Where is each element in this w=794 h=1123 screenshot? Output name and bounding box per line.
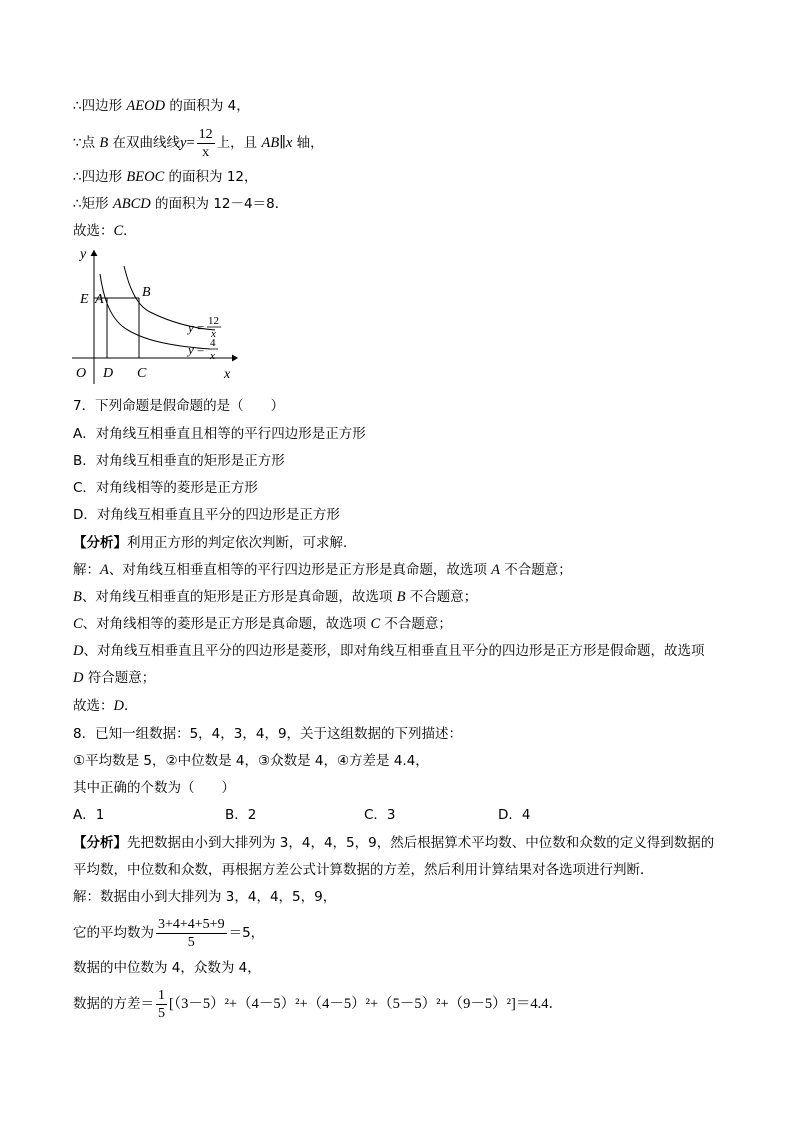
solution-line-4 [73, 194, 288, 214]
q7-option-b: B．对角线互相垂直的矩形是正方形 [73, 453, 285, 469]
label-B: B [142, 285, 151, 300]
label-x: x [224, 367, 231, 382]
math-var: C [73, 616, 83, 632]
analysis-tag: 【分析】 [73, 835, 127, 851]
text: ＝5， [228, 925, 265, 941]
fraction-numerator: 1 [158, 987, 165, 1003]
curve-y-4-over-x [100, 274, 210, 349]
variance-fraction [156, 987, 167, 1022]
math-var: B [396, 589, 406, 605]
q7-analysis [73, 533, 357, 553]
text: ． [123, 698, 138, 714]
text: ∴四边形 [73, 169, 127, 185]
text: 轴， [292, 135, 324, 151]
q7-option-c: C．对角线相等的菱形是正方形 [73, 480, 258, 496]
q7-solution-a [73, 560, 572, 580]
math-var: D [113, 698, 124, 714]
text: 不合题意； [380, 616, 452, 632]
text: 的面积为 12， [164, 169, 258, 185]
q8-median-mode: 数据的中位数为 4，众数为 4， [73, 960, 261, 976]
text: 在双曲线线 [108, 135, 181, 151]
math-var: ABCD [112, 196, 151, 212]
x-axis-arrow [232, 355, 238, 362]
analysis-tag: 【分析】 [73, 535, 127, 551]
curve2-label-den: x [210, 350, 215, 362]
fraction-numerator: 12 [198, 126, 213, 142]
fraction [197, 126, 215, 161]
curve2-label-y: y [188, 342, 194, 357]
q8-analysis-line-1 [73, 833, 714, 853]
fraction-numerator: 3+4+4+5+9 [158, 916, 225, 932]
math-var: x [285, 135, 293, 151]
label-A: A [95, 292, 104, 307]
text: 利用正方形的判定依次判断，可求解． [127, 535, 357, 551]
math-op: ∥ [279, 135, 286, 151]
text: ． [123, 223, 137, 239]
hyperbola-figure [70, 246, 240, 384]
text: 、对角线互相垂直且平分的四边形是菱形，即对角线互相垂直且平分的四边形是正方形是假命题，故选项 [83, 643, 705, 659]
label-y: y [80, 247, 87, 262]
math-var: D [73, 670, 84, 686]
text: 上，且 [216, 135, 262, 151]
q8-stem: 8．已知一组数据：5，4，3，4，9，关于这组数据的下列描述： [73, 726, 463, 742]
text: 它的平均数为 [73, 925, 154, 941]
curve1-label-eq: = [197, 320, 205, 335]
math-var: BEOC [126, 169, 165, 185]
mean-fraction [156, 916, 227, 951]
q8-option-c: C．3 [364, 807, 396, 823]
text: 、对角线互相垂直的矩形是正方形是真命题，故选项 [81, 589, 397, 605]
math-var: A [100, 562, 109, 578]
label-D: D [103, 366, 114, 381]
q8-analysis-line-2: 平均数，中位数和众数，再根据方差公式计算数据的方差，然后利用计算结果对各选项进行判断． [73, 862, 654, 878]
q8-ask: 其中正确的个数为（ ） [73, 780, 235, 796]
math-var: AEOD [126, 98, 166, 114]
curve1-label-num: 12 [208, 315, 219, 327]
math-var: B [99, 135, 109, 151]
text: 不合题意； [500, 562, 572, 578]
text: 故选： [73, 698, 114, 714]
solution-line-2 [73, 125, 324, 161]
q8-option-b: B．2 [225, 807, 257, 823]
q8-solution-sort: 解：数据由小到大排列为 3，4，4，5，9， [73, 889, 337, 905]
fraction-denominator: x [202, 144, 210, 160]
solution-line-3 [73, 167, 258, 187]
fraction-denominator: 5 [187, 934, 195, 950]
text: 数据的方差＝ [73, 996, 154, 1012]
math-var: y [180, 135, 187, 151]
text: ∴矩形 [73, 196, 113, 212]
q7-solution-c [73, 614, 452, 634]
q7-option-d: D．对角线互相垂直且平分的四边形是正方形 [73, 507, 340, 523]
label-O: O [76, 366, 87, 381]
q7-solution-d [73, 641, 704, 661]
text: 符合题意； [83, 670, 156, 686]
text: 、对角线相等的菱形是正方形是真命题，故选项 [82, 616, 371, 632]
q8-option-a: A．1 [73, 807, 105, 823]
math-op: = [186, 135, 195, 151]
q8-mean [73, 914, 264, 952]
q7-stem: 7．下列命题是假命题的是（ ） [73, 398, 285, 414]
q7-solution-b [73, 587, 477, 607]
math-var: C [113, 223, 124, 239]
curve1-label-y: y [188, 320, 194, 335]
label-E: E [80, 292, 89, 307]
y-axis-arrow [91, 250, 98, 256]
math-var: AB [261, 135, 280, 151]
text: 故选： [73, 223, 114, 239]
q7-option-a: A．对角线互相垂直且相等的平行四边形是正方形 [73, 426, 366, 442]
q8-option-d: D．4 [498, 807, 531, 823]
answer-line-6 [73, 221, 137, 241]
text: ∵点 [73, 135, 100, 151]
text: 的面积为 12－4＝8． [150, 196, 289, 212]
solution-line-1 [73, 96, 250, 116]
q8-items: ①平均数是 5，②中位数是 4，③众数是 4，④方差是 4.4， [73, 753, 429, 769]
q7-solution-d-cont [73, 668, 155, 688]
math-var: A [491, 562, 501, 578]
q8-variance [73, 985, 563, 1023]
label-C: C [137, 366, 147, 381]
math-var: C [370, 616, 381, 632]
math-var: D [73, 643, 84, 659]
curve1-label-den: x [211, 328, 216, 340]
text: 的面积为 4， [165, 98, 250, 114]
text: 、对角线互相垂直相等的平行四边形是正方形是真命题，故选项 [108, 562, 492, 578]
text: 解： [73, 562, 100, 578]
variance-expression: [（3－5）²+（4－5）²+（4－5）²+（5－5）²+（9－5）²]＝4.4． [169, 996, 563, 1012]
text: ∴四边形 [73, 98, 127, 114]
text: 先把数据由小到大排列为 3，4，4，5，9，然后根据算术平均数、中位数和众数的定义得到数据的 [127, 835, 715, 851]
curve2-label-eq: = [197, 342, 205, 357]
q7-answer [73, 696, 137, 716]
text: 不合题意； [405, 589, 478, 605]
curve2-label-num: 4 [210, 337, 216, 349]
fraction-denominator: 5 [158, 1005, 165, 1021]
math-var: B [73, 589, 82, 605]
